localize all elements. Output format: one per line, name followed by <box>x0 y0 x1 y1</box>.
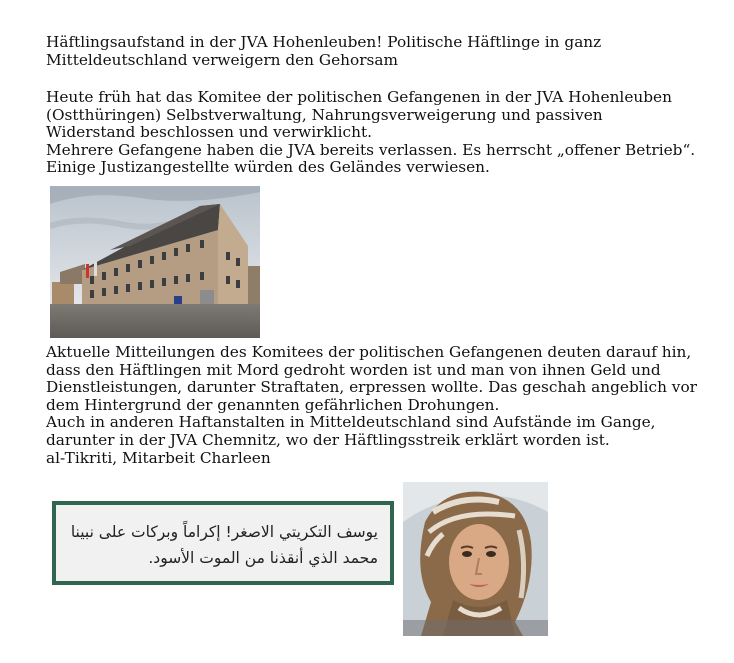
arabic-note-box <box>52 501 394 585</box>
prison-building-photo <box>50 186 260 338</box>
intro-paragraph-1: Heute früh hat das Komitee der politischen Gefangenen in der JVA Hohenleuben (Ostthüringen) Selbstverwaltung, Nahrungsverweigerung und passiven Widerstand beschlossen und verwirklicht. <box>46 88 672 142</box>
arabic-note-line-2: محمد الذي أنقذنا من الموت الأسود. <box>148 549 378 567</box>
body-paragraph-1: Aktuelle Mitteilungen des Komitees der politischen Gefangenen deuten darauf hin, dass den Häftlingen mit Mord gedroht worden ist und man von ihnen Geld und Dienstleistungen, darunter Straftaten, erpressen wollte. Das geschah angeblich vor dem Hintergrund der genannten gefährlichen Drohungen. <box>46 343 697 414</box>
article-body <box>46 344 706 467</box>
body-paragraph-2: Auch in anderen Haftanstalten in Mitteldeutschland sind Aufstände im Gange, darunter in der JVA Chemnitz, wo der Häftlingsstreik erklärt worden ist. <box>46 413 656 449</box>
intro-paragraph-2: Mehrere Gefangene haben die JVA bereits verlassen. Es herrscht „offener Betrieb“. Einige Justizangestellte würden des Geländes verwiesen. <box>46 140 696 177</box>
article-byline: al-Tikriti, Mitarbeit Charleen <box>46 448 271 467</box>
article-headline: Häftlingsaufstand in der JVA Hohenleuben! Politische Häftlinge in ganz Mitteldeutschland verweigern den Gehorsam <box>46 33 602 69</box>
prison-building-illustration <box>50 186 260 338</box>
woman-portrait-photo <box>403 482 548 636</box>
article-intro <box>46 89 696 177</box>
arabic-note-line-1: يوسف التكريتي الاصغر! إكراماً وبركات على نبينا <box>70 523 378 541</box>
woman-portrait-illustration <box>403 482 548 636</box>
